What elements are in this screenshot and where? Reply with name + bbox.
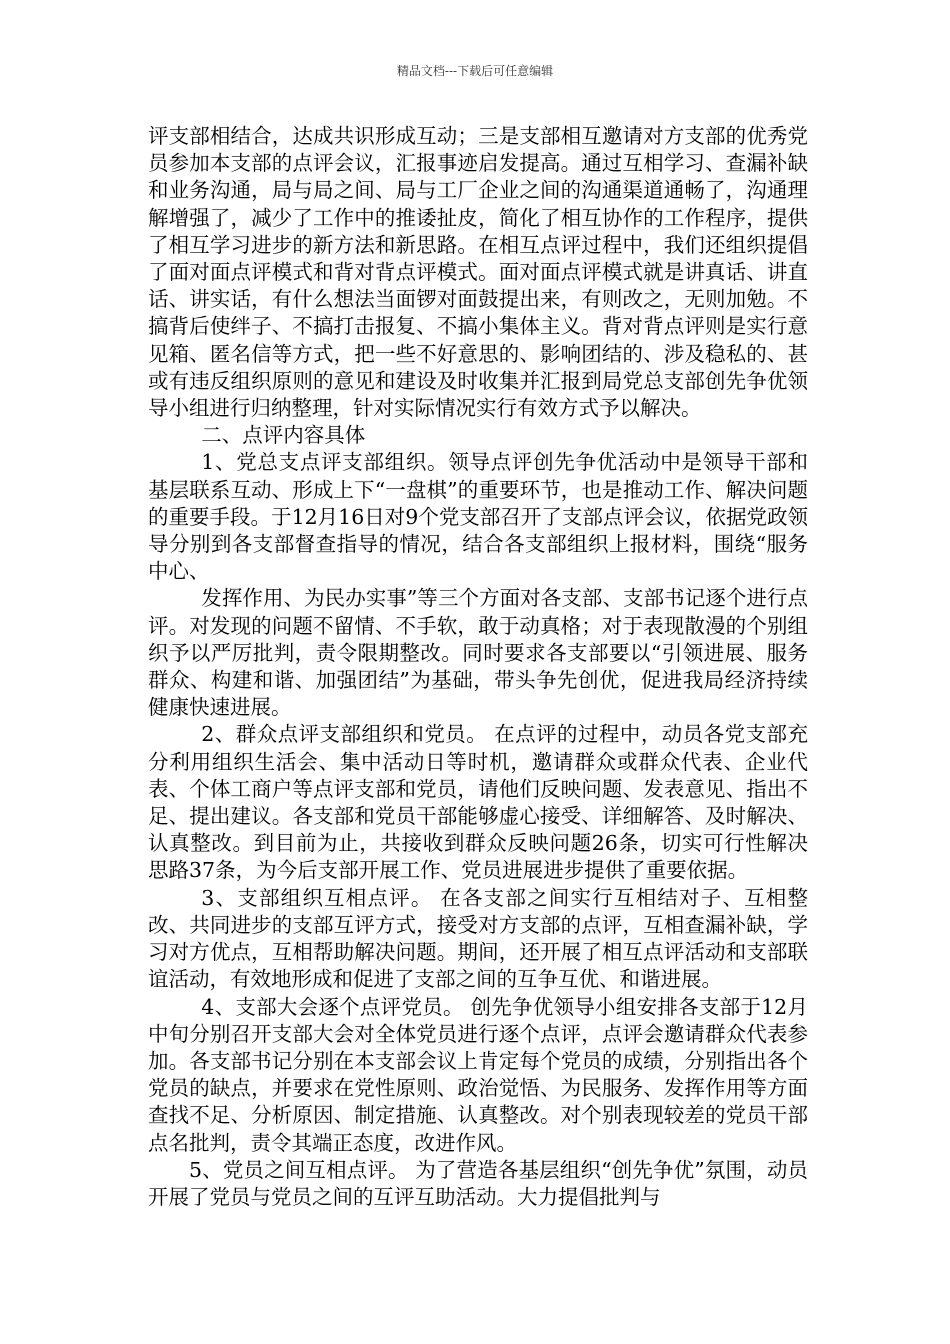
body-paragraph: 2、群众点评支部组织和党员。 在点评的过程中，动员各党支部充分利用组织生活会、集中活动日等时机，邀请群众或群众代表、企业代表、个体工商户等点评支部和党员，请他们反映问题、发表意见、指出不足、提出建议。各支部和党员干部能够虚心接受、详细解答、及时解决、认真整改。到目前为止，共接收到群众反映问题26条，切实可行性解决思路37条，为今后支部开展工作、党员进展进步提供了重要依据。	[148, 722, 808, 883]
body-paragraph: 1、党总支点评支部组织。领导点评创先争优活动中是领导干部和基层联系互动、形成上下“一盘棋”的重要环节，也是推动工作、解决问题的重要手段。于12月16日对9个党支部召开了支部点评会议，依据党政领导分别到各支部督查指导的情况，结合各支部组织上报材料，围绕“服务中心、	[148, 450, 808, 584]
body-paragraph: 4、支部大会逐个点评党员。 创先争优领导小组安排各支部于12月中旬分别召开支部大会对全体党员进行逐个点评，点评会邀请群众代表参加。各支部书记分别在本支部会议上肯定每个党员的成绩，分别指出各个党员的缺点，并要求在党性原则、政治觉悟、为民服务、发挥作用等方面查找不足、分析原因、制定措施、认真整改。对个别表现较差的党员干部点名批判，责令其端正态度，改进作风。	[148, 994, 808, 1155]
body-paragraph: 3、支部组织互相点评。 在各支部之间实行互相结对子、互相整改、共同进步的支部互评方式，接受对方支部的点评，互相查漏补缺，学习对方优点，互相帮助解决问题。期间，还开展了相互点评活动和支部联谊活动，有效地形成和促进了支部之间的互争互优、和谐进展。	[148, 885, 808, 992]
body-paragraph: 发挥作用、为民办实事”等三个方面对各支部、支部书记逐个进行点评。对发现的问题不留情、不手软，敢于动真格；对于表现散漫的个别组织予以严厉批判，责令限期整改。同时要求各支部要以“引领进展、服务群众、构建和谐、加强团结”为基础，带头争先创优，促进我局经济持续健康快速进展。	[148, 586, 808, 720]
page-header: 精品文档---下载后可任意编辑	[396, 64, 554, 78]
body-paragraph: 评支部相结合，达成共识形成互动；三是支部相互邀请对方支部的优秀党员参加本支部的点评会议，汇报事迹启发提高。通过互相学习、查漏补缺和业务沟通，局与局之间、局与工厂企业之间的沟通渠道通畅了，沟通理解增强了，减少了工作中的推诿扯皮，简化了相互协作的工作程序，提供了相互学习进步的新方法和新思路。在相互点评过程中，我们还组织提倡了面对面点评模式和背对背点评模式。面对面点评模式就是讲真话、讲直话、讲实话，有什么想法当面锣对面鼓提出来，有则改之，无则加勉。不搞背后使绊子、不搞打击报复、不搞小集体主义。背对背点评则是实行意见箱、匿名信等方式，把一些不好意思的、影响团结的、涉及稳私的、甚或有违反组织原则的意见和建设及时收集并汇报到局党总支部创先争优领导小组进行归纳整理，针对实际情况实行有效方式予以解决。	[148, 124, 808, 421]
document-body	[148, 123, 808, 1211]
section-heading: 二、点评内容具体	[201, 423, 366, 448]
body-paragraph: 5、党员之间互相点评。 为了营造各基层组织“创先争优”氛围，动员开展了党员与党员之间的互评互助活动。大力提倡批判与	[148, 1157, 808, 1209]
